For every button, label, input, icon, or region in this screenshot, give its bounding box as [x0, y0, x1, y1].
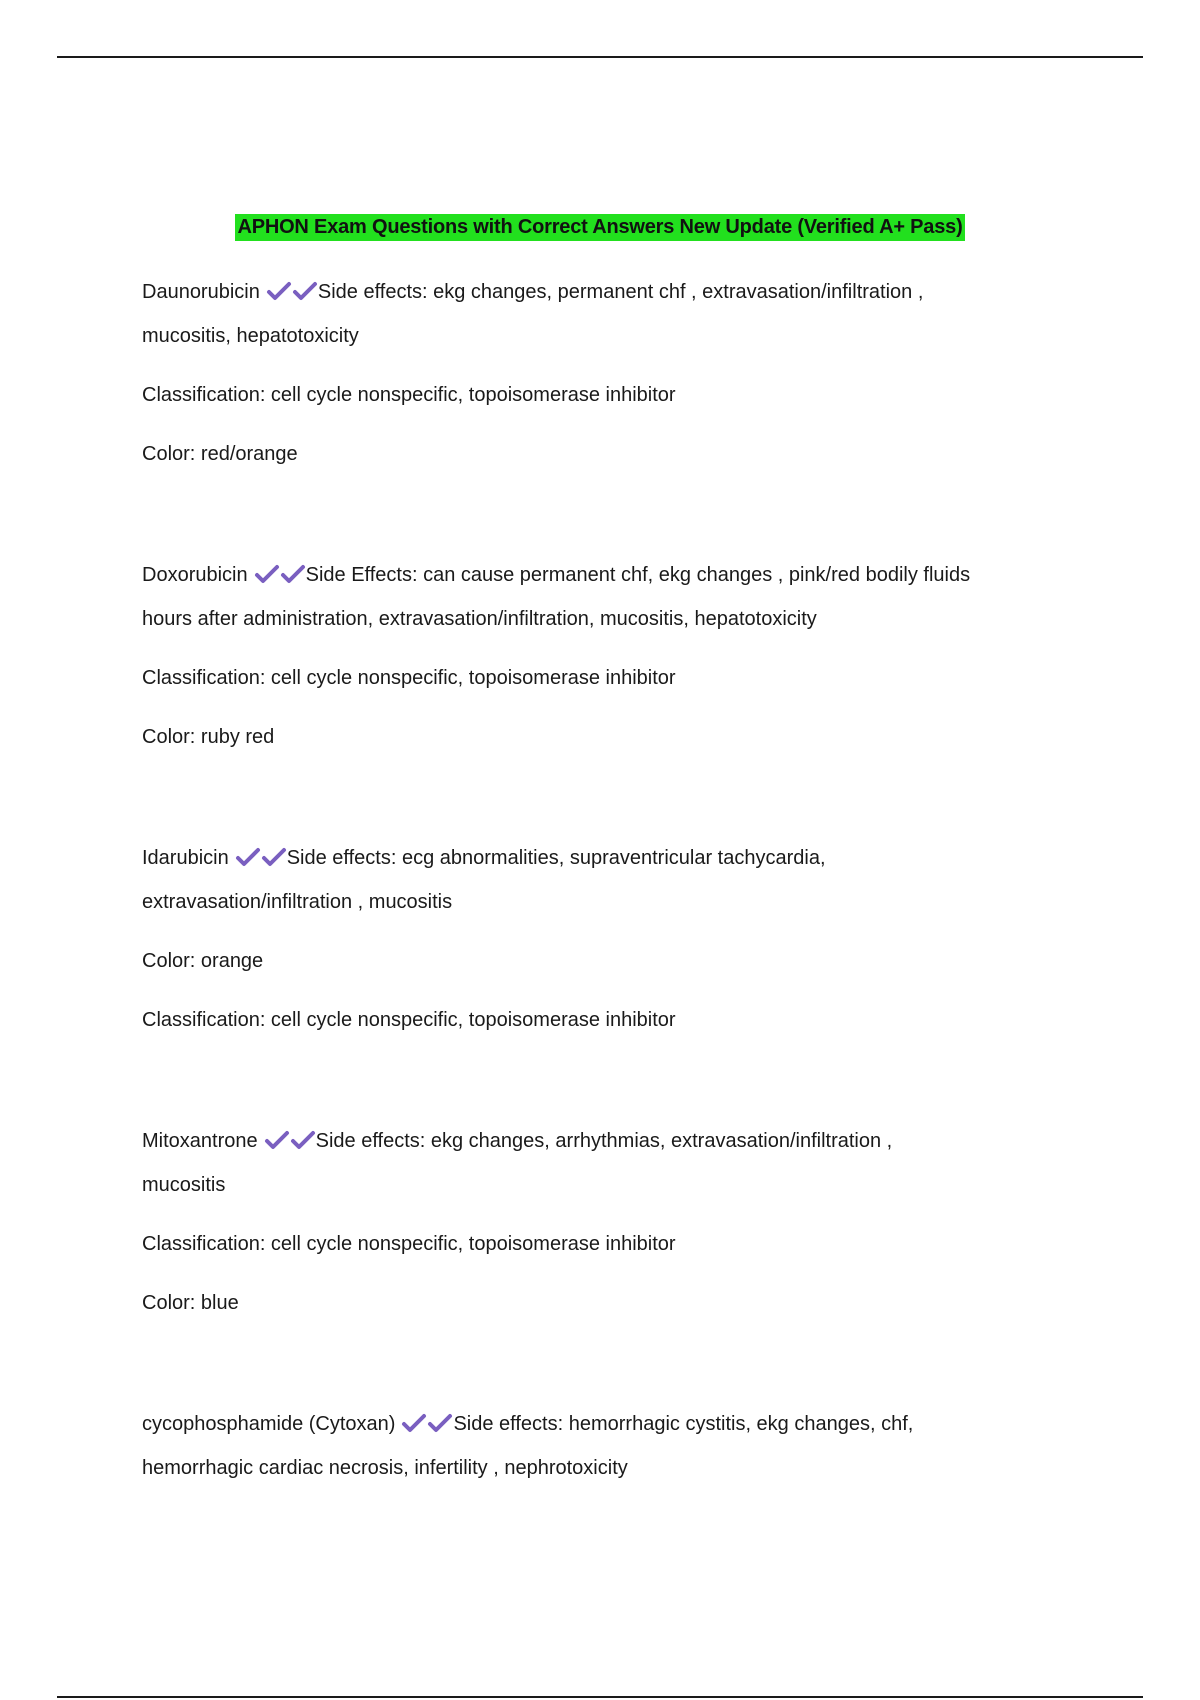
answer-continuation: extravasation/infiltration , mucositis: [142, 891, 453, 913]
qa-first-line: [142, 553, 1082, 597]
checkmark-icon: [261, 846, 287, 868]
answer-continuation: hours after administration, extravasation/infiltration, mucositis, hepatotoxicity: [142, 608, 817, 630]
detail-paragraph: Color: red/orange: [142, 443, 298, 465]
answer-continuation: mucositis: [142, 1174, 226, 1196]
answer-continuation: mucositis, hepatotoxicity: [142, 325, 359, 347]
qa-first-line: [142, 270, 1082, 314]
term: Mitoxantrone: [142, 1130, 258, 1152]
footer-rule: [57, 1696, 1143, 1698]
term: Daunorubicin: [142, 281, 260, 303]
answer-text: Side effects: hemorrhagic cystitis, ekg changes, chf,: [453, 1413, 914, 1435]
checkmark-icon: [401, 1412, 427, 1434]
qa-entry: [142, 553, 1082, 759]
answer-text: Side Effects: can cause permanent chf, ekg changes , pink/red bodily fluids: [305, 564, 971, 586]
detail-paragraph: Color: blue: [142, 1292, 239, 1314]
detail-paragraph: Classification: cell cycle nonspecific, topoisomerase inhibitor: [142, 667, 676, 689]
checkmark-icon: [264, 1129, 290, 1151]
checkmark-icon: [254, 563, 280, 585]
qa-entry: [142, 1402, 1082, 1490]
answer-text: Side effects: ekg changes, arrhythmias, extravasation/infiltration ,: [315, 1130, 893, 1152]
checkmark-icon: [292, 280, 318, 302]
answer-text: Side effects: ekg changes, permanent chf , extravasation/infiltration ,: [317, 281, 924, 303]
detail-paragraph: Color: ruby red: [142, 726, 275, 748]
detail-paragraph: Classification: cell cycle nonspecific, topoisomerase inhibitor: [142, 384, 676, 406]
answer-text: Side effects: ecg abnormalities, supraventricular tachycardia,: [286, 847, 826, 869]
term: Doxorubicin: [142, 564, 248, 586]
header-rule: [57, 56, 1143, 58]
term: cycophosphamide (Cytoxan): [142, 1413, 396, 1435]
qa-entry: [142, 270, 1082, 476]
checkmark-icon: [427, 1412, 453, 1434]
checkmark-icon: [266, 280, 292, 302]
detail-paragraph: Color: orange: [142, 950, 264, 972]
document-title: APHON Exam Questions with Correct Answers New Update (Verified A+ Pass): [235, 214, 964, 241]
term: Idarubicin: [142, 847, 229, 869]
qa-entry: [142, 836, 1082, 1042]
qa-first-line: [142, 1119, 1082, 1163]
qa-first-line: [142, 1402, 1082, 1446]
checkmark-icon: [290, 1129, 316, 1151]
checkmark-icon: [280, 563, 306, 585]
qa-first-line: [142, 836, 1082, 880]
detail-paragraph: Classification: cell cycle nonspecific, topoisomerase inhibitor: [142, 1233, 676, 1255]
checkmark-icon: [235, 846, 261, 868]
answer-continuation: hemorrhagic cardiac necrosis, infertility , nephrotoxicity: [142, 1457, 628, 1479]
qa-entry: [142, 1119, 1082, 1325]
title-container: [0, 214, 1200, 241]
detail-paragraph: Classification: cell cycle nonspecific, topoisomerase inhibitor: [142, 1009, 676, 1031]
